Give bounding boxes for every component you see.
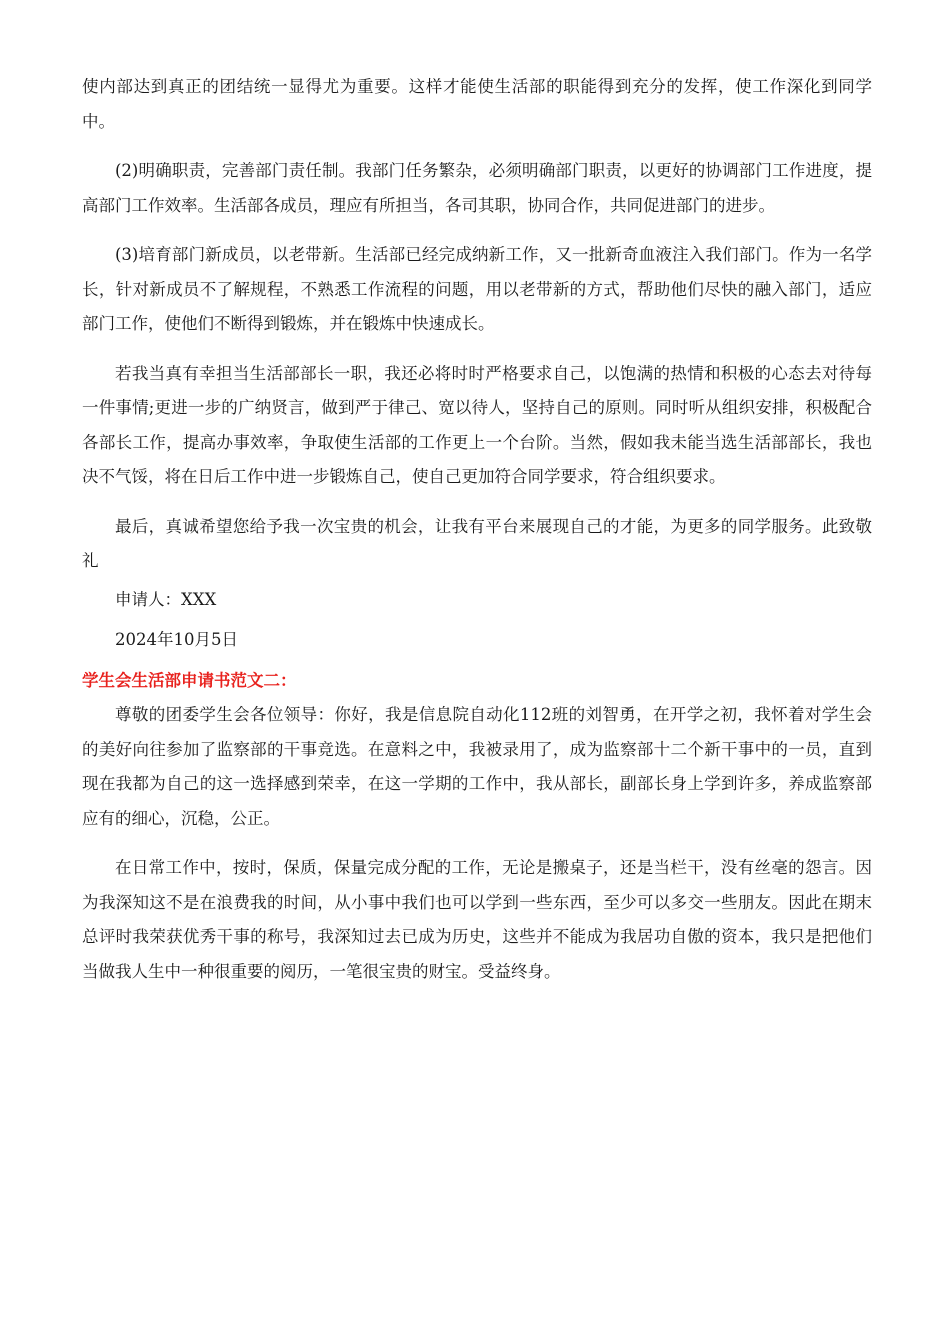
- paragraph: 在日常工作中，按时，保质，保量完成分配的工作，无论是搬桌子，还是当栏干，没有丝毫的怨言。因为我深知这不是在浪费我的时间，从小事中我们也可以学到一些东西，至少可以多交一些朋友。因此在期末总评时我荣获优秀干事的称号，我深知过去已成为历史，这些并不能成为我居功自傲的资本，我只是把他们当做我人生中一种很重要的阅历，一笔很宝贵的财宝。受益终身。: [82, 858, 872, 981]
- document-page: [82, 70, 872, 1004]
- section-heading: 学生会生活部申请书范文二：: [82, 670, 297, 690]
- paragraph: 最后，真诚希望您给予我一次宝贵的机会，让我有平台来展现自己的才能，为更多的同学服务。此致敬礼: [82, 516, 872, 570]
- paragraph: 若我当真有幸担当生活部部长一职，我还必将时时严格要求自己，以饱满的热情和积极的心态去对待每一件事情;更进一步的广纳贤言，做到严于律己、宽以待人，坚持自己的原则。同时听从组织安排，积极配合各部长工作，提高办事效率，争取使生活部的工作更上一个台阶。当然，假如我未能当选生活部部长，我也决不气馁，将在日后工作中进一步锻炼自己，使自己更加符合同学要求，符合组织要求。: [82, 363, 872, 486]
- paragraph: 尊敬的团委学生会各位领导：你好，我是信息院自动化112班的刘智勇，在开学之初，我怀着对学生会的美好向往参加了监察部的干事竞选。在意料之中，我被录用了，成为监察部十二个新干事中的一员，直到现在我都为自己的这一选择感到荣幸，在这一学期的工作中，我从部长，副部长身上学到许多，养成监察部应有的细心，沉稳，公正。: [82, 705, 872, 828]
- date: 2024年10月5日: [115, 630, 238, 649]
- signature: 申请人：XXX: [115, 589, 217, 609]
- paragraph: (3)培育部门新成员，以老带新。生活部已经完成纳新工作，又一批新奇血液注入我们部门。作为一名学长，针对新成员不了解规程，不熟悉工作流程的问题，用以老带新的方式，帮助他们尽快的融入部门，适应部门工作，使他们不断得到锻炼，并在锻炼中快速成长。: [82, 245, 872, 333]
- paragraph: 使内部达到真正的团结统一显得尤为重要。这样才能使生活部的职能得到充分的发挥，使工作深化到同学中。: [82, 77, 872, 131]
- paragraph: (2)明确职责，完善部门责任制。我部门任务繁杂，必须明确部门职责，以更好的协调部门工作进度，提高部门工作效率。生活部各成员，理应有所担当，各司其职，协同合作，共同促进部门的进步。: [82, 161, 872, 215]
